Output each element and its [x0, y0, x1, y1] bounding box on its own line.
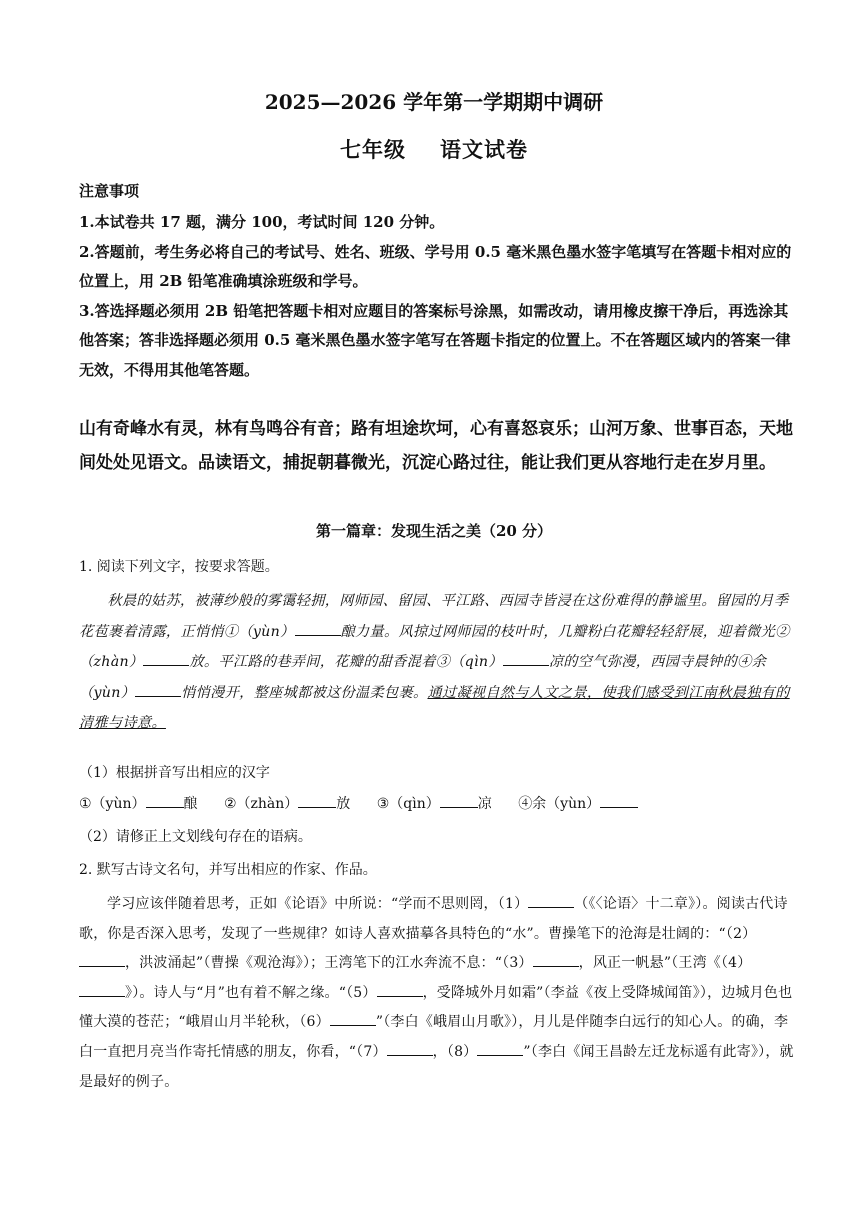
fill-blank[interactable]	[533, 952, 579, 967]
fill-blank[interactable]	[330, 1011, 376, 1026]
pinyin-item: ②（zhàn） 放	[224, 796, 350, 812]
subject-label: 语文试卷	[440, 137, 528, 162]
notice-heading: 注意事项	[79, 182, 140, 200]
fill-blank[interactable]	[295, 621, 341, 636]
passage-text: 酿力量。风掠过网师园的枝叶时，几瓣粉白花瓣轻轻舒展，迎着微光②（zhàn）	[79, 623, 790, 670]
notice-item: 2.答题前，考生务必将自己的考试号、姓名、班级、学号用 0.5 毫米黑色墨水签字笔填写在答题卡相对应的位置上，用 2B 铅笔准确填涂班级和学号。	[79, 242, 792, 290]
notice-list	[79, 208, 795, 385]
fill-blank[interactable]	[503, 651, 549, 666]
question-2-text: 学习应该伴随着思考，正如《论语》中所说：“学而不思则罔，（1） （《〈论语〉十二章》）。阅读古代诗歌，你是否深入思考，发现了一些规律？如诗人喜欢描摹各具特色的“水”。曹操笔下的沧海是壮阔的：“（2），洪波涌起”（曹操《观沧海》）；王湾笔下的江水奔流不息：“（3） ，风正一帆悬”（王湾《（4）》）。诗人与“月”也有着不解之缘。“（5） ，受降城外月如霜”（李益《夜上受降城闻笛》），边城月色也懂大漠的苍茫；“峨眉山月半轮秋，（6） ”（李白《峨眉山月歌》），月儿是伴随李白远行的知心人。的确，李白一直把月亮当作寄托情感的朋友，你看，“（7） ，（8） ”（李白《闻王昌龄左迁龙标遥有此寄》），就是最好的例子。	[79, 890, 795, 1097]
fill-blank[interactable]	[79, 982, 125, 997]
fill-blank[interactable]	[146, 793, 184, 808]
exam-subtitle	[0, 134, 868, 164]
fill-blank[interactable]	[143, 651, 189, 666]
passage-text: 悄悄漫开，整座城都被这份温柔包裹。	[181, 684, 428, 701]
fill-blank[interactable]	[387, 1041, 433, 1056]
grade-label: 七年级	[340, 137, 406, 162]
fill-blank[interactable]	[79, 952, 125, 967]
pinyin-item: ③（qìn） 凉	[377, 796, 492, 812]
question-1-sub1-items	[79, 793, 795, 813]
fill-blank[interactable]	[377, 982, 423, 997]
fill-blank[interactable]	[135, 682, 181, 697]
underlined-sentence: 通过凝视自然与人文之景，使我们感受到江南秋晨独有的清雅与诗意。	[79, 684, 790, 731]
fill-blank[interactable]	[528, 893, 574, 908]
pinyin-item: ①（yùn） 酿	[79, 796, 198, 812]
pinyin-item: ④余（yùn）	[518, 796, 638, 812]
question-1-prompt: 1. 阅读下列文字，按要求答题。	[79, 559, 279, 575]
passage-text: 凉的空气弥漫，西园寺晨钟的④余（yùn）	[79, 654, 767, 701]
question-1-passage	[79, 586, 795, 739]
fill-blank[interactable]	[600, 793, 638, 808]
chapter-heading: 第一篇章：发现生活之美（20 分）	[315, 522, 553, 540]
intro-text: 山有奇峰水有灵，林有鸟鸣谷有音；路有坦途坎坷，心有喜怒哀乐；山河万象、世事百态，天地间处处见语文。品读语文，捕捉朝暮微光，沉淀心路过往，能让我们更从容地行走在岁月里。	[79, 419, 793, 473]
notice-item: 3.答选择题必须用 2B 铅笔把答题卡相对应题目的答案标号涂黑，如需改动，请用橡皮擦干净后，再选涂其他答案；答非选择题必须用 0.5 毫米黑色墨水签字笔写在答题卡指定的位置上。不在答题区域内的答案一律无效，不得用其他笔答题。	[79, 301, 791, 379]
passage-text: 放。平江路的巷弄间，花瓣的甜香混着③（qìn）	[189, 654, 503, 670]
notice-item: 1.本试卷共 17 题，满分 100，考试时间 120 分钟。	[79, 213, 445, 231]
question-2-prompt: 2. 默写古诗文名句，并写出相应的作家、作品。	[79, 862, 377, 878]
fill-blank[interactable]	[298, 793, 336, 808]
fill-blank[interactable]	[477, 1041, 523, 1056]
passage-text: 秋晨的姑苏，被薄纱般的雾霭轻拥，网师园、留园、平江路、西园寺皆浸在这份难得的静谧里。留园的月季花苞裹着清露，正悄悄①（yùn）	[79, 593, 789, 640]
fill-blank[interactable]	[440, 793, 478, 808]
intro-paragraph	[79, 412, 795, 480]
question-1-sub2: （2）请修正上文划线句存在的语病。	[79, 829, 312, 845]
exam-title: 2025—2026 学年第一学期期中调研	[264, 90, 604, 114]
question-1-sub1: （1）根据拼音写出相应的汉字	[79, 765, 270, 781]
